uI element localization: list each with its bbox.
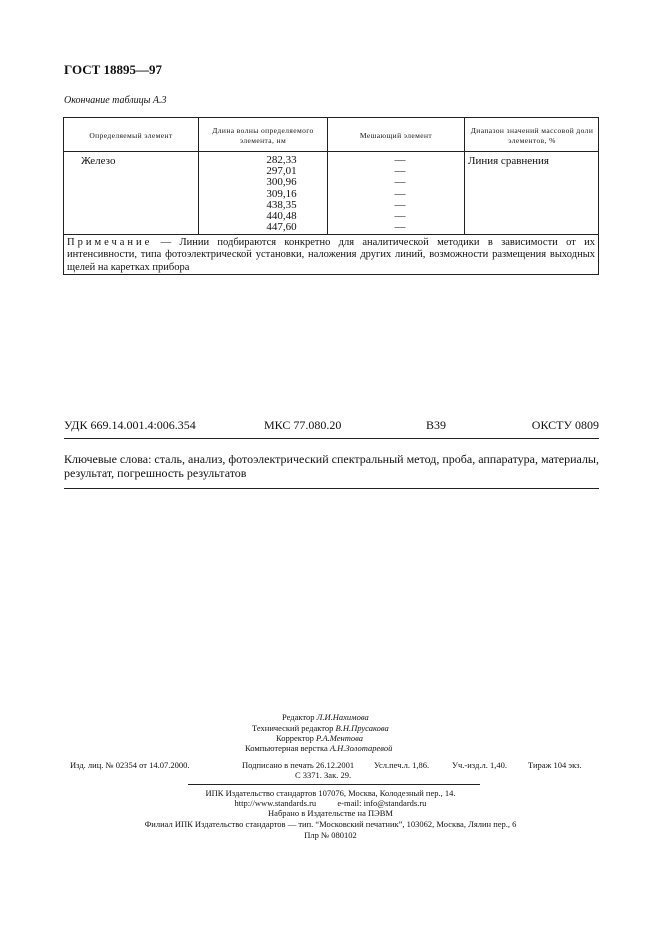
table-body-rule: [64, 234, 598, 235]
interfering-value: —: [394, 187, 406, 200]
element-cell: Железо: [81, 155, 116, 167]
print-license: Изд. лиц. № 02354 от 14.07.2000.: [70, 760, 190, 770]
print-uch: Уч.-изд.л. 1,40.: [452, 760, 507, 770]
editor-name: Р.А.Ментова: [316, 733, 364, 743]
editor-line: [252, 723, 389, 733]
table-note: [67, 237, 595, 274]
interfering-value: —: [394, 198, 406, 211]
wavelength-value: 438,35: [266, 198, 297, 211]
editor-name: В.Н.Прусакова: [335, 723, 389, 733]
editor-name: Л.И.Нахимова: [316, 712, 369, 722]
print-order: С 3371. Зак. 29.: [295, 770, 352, 780]
separator-rule: [64, 438, 599, 439]
column-header: Определяемый элемент: [89, 130, 173, 140]
table-caption: Окончание таблицы А.3: [64, 95, 167, 106]
interfering-value: —: [394, 221, 406, 234]
print-signed: Подписано в печать 26.12.2001: [242, 760, 355, 770]
editor-role: Компьютерная верстка: [245, 743, 328, 753]
interfering-value: —: [394, 165, 406, 178]
note-label: Примечание: [67, 237, 153, 248]
document-code: ГОСТ 18895—97: [64, 62, 163, 77]
column-header: Мешающий элемент: [359, 130, 433, 140]
wavelength-value: 447,60: [266, 221, 297, 234]
publisher-address: ИПК Издательство стандартов 107076, Москва, Колодезный пер., 14.: [205, 788, 456, 798]
editor-role: Корректор: [276, 733, 314, 743]
wavelength-value: 440,48: [266, 210, 297, 223]
editor-line: [276, 733, 363, 743]
interfering-value: —: [394, 210, 406, 223]
interfering-cell: [330, 155, 470, 233]
column-header: Диапазон значений массовой доли элементов, %: [470, 125, 594, 145]
mks-code: МКС 77.080.20: [264, 418, 342, 432]
interfering-value: —: [394, 154, 406, 166]
wavelength-value: 297,01: [266, 165, 297, 178]
editor-role: Редактор: [282, 712, 315, 722]
imprint-rule: [188, 784, 480, 785]
print-tirazh: Тираж 104 экз.: [528, 760, 582, 770]
wavelength-value: 309,16: [266, 187, 297, 200]
wavelength-value: 300,96: [266, 176, 297, 189]
range-cell: Линия сравнения: [468, 155, 549, 167]
column-header: Длина волны определяемого элемента, нм: [212, 125, 314, 145]
keywords: Ключевые слова: сталь, анализ, фотоэлектрический спектральный метод, проба, аппаратура, материалы, результат, погрешность результатов: [64, 452, 599, 480]
table-a3: [63, 117, 599, 275]
editor-line: [282, 712, 369, 722]
udk-code: УДК 669.14.001.4:006.354: [64, 418, 196, 432]
interfering-value: —: [394, 176, 406, 189]
classification-row: [64, 418, 599, 432]
separator-rule: [64, 488, 599, 489]
publisher-branch: Филиал ИПК Издательство стандартов — тип. “Московский печатник”, 103062, Москва, Лялин пер., 6: [144, 819, 517, 829]
publisher-typeset: Набрано в Издательстве на ПЭВМ: [268, 808, 393, 818]
table-header-rule: [64, 151, 598, 152]
editor-name: А.Н.Золотаревой: [329, 743, 393, 753]
okstu-code: ОКСТУ 0809: [531, 418, 599, 432]
note-text: — Линии подбираются конкретно для аналитической методики в зависимости от их интенсивности, типа фотоэлектрической установки, наложения других линий, возможности размещения выходных щелей на каретках прибора: [67, 237, 595, 273]
print-usl: Усл.печ.л. 1,86.: [374, 760, 430, 770]
editor-line: [245, 743, 392, 753]
editor-role: Технический редактор: [252, 723, 334, 733]
publisher-contacts: http://www.standards.ru e-mail: info@standards.ru: [234, 798, 427, 808]
wavelength-value: 282,33: [266, 154, 297, 166]
publisher-plr: Плр № 080102: [304, 830, 357, 840]
group-code: В39: [426, 418, 447, 432]
